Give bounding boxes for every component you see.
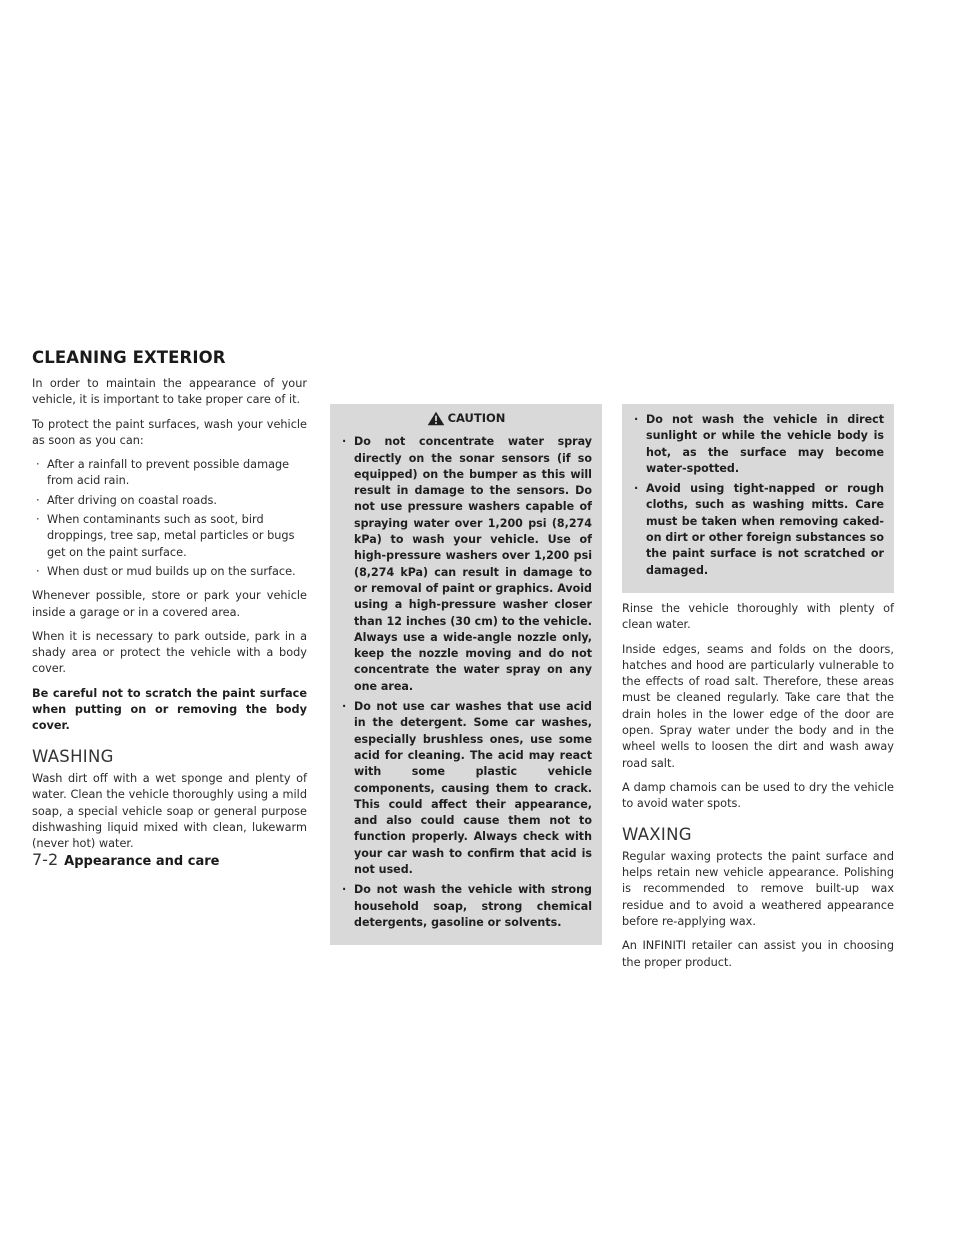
warning-icon — [427, 411, 445, 426]
waxing-paragraph: Regular waxing protects the paint surface and helps retain new vehicle appearance. Polishing is recommended to remove built-up wax residue and to avoid a weathered appearance before re-applying wax. — [622, 849, 894, 929]
list-item: · When contaminants such as soot, bird droppings, tree sap, metal particles or bugs get on the paint surface. — [32, 512, 307, 561]
caution-box — [330, 404, 602, 945]
caution-item: · Do not concentrate water spray directly on the sonar sensors (if so equipped) on the bumper as this will result in damage to the sensors. Do not use pressure washers capable of spraying water over 1,200 psi (8,274 kPa) to wash your vehicle. Use of high-pressure washers over 1,200 psi (8,274 kPa) can result in damage to or removal of paint or graphics. Avoid using a high-pressure washer closer than 12 inches (30 cm) to the vehicle. Always use a wide-angle nozzle only, keep the nozzle moving and do not concentrate the water spray on any one area. — [340, 434, 592, 695]
rinse-paragraph: Rinse the vehicle thoroughly with plenty of clean water. — [622, 601, 894, 632]
careful-paragraph: Be careful not to scratch the paint surface when putting on or removing the body cover. — [32, 686, 307, 733]
page-number: 7-2 — [32, 850, 59, 869]
column-middle — [330, 404, 602, 945]
caution-header — [340, 410, 592, 426]
section-title: CLEANING EXTERIOR — [32, 348, 226, 367]
chapter-title: Appearance and care — [64, 854, 220, 869]
list-item: · When dust or mud builds up on the surface. — [32, 564, 307, 580]
caution-list-continued — [632, 412, 884, 579]
wash-conditions-list — [32, 457, 307, 580]
washing-heading: WASHING — [32, 746, 114, 766]
intro-paragraph: In order to maintain the appearance of your vehicle, it is important to take proper care of it. — [32, 377, 307, 407]
retailer-paragraph: An INFINITI retailer can assist you in choosing the proper product. — [622, 939, 894, 969]
page-footer — [32, 850, 219, 869]
caution-item: · Avoid using tight-napped or rough cloths, such as washing mitts. Care must be taken when removing caked-on dirt or other foreign substances so the paint surface is not scratched or damaged. — [632, 481, 884, 579]
store-paragraph: Whenever possible, store or park your vehicle inside a garage or in a covered area. — [32, 589, 307, 619]
column-left — [32, 376, 307, 860]
list-item: · After a rainfall to prevent possible damage from acid rain. — [32, 457, 307, 490]
caution-box-continued — [622, 404, 894, 593]
caution-item: · Do not use car washes that use acid in the detergent. Some car washes, especially brushless ones, use some acid for cleaning. The acid may react with some plastic vehicle components, causing them to crack. This could affect their appearance, and also could cause them not to function properly. Always check with your car wash to confirm that acid is not used. — [340, 699, 592, 878]
inside-edges-paragraph: Inside edges, seams and folds on the doors, hatches and hood are particularly vulnerable to the effects of road salt. Therefore, these areas must be cleaned regularly. Take care that the drain holes in the lower edge of the door are open. Spray water under the body and in the wheel wells to loosen the dirt and wash away road salt. — [622, 642, 894, 770]
list-item: · After driving on coastal roads. — [32, 493, 307, 509]
chamois-paragraph: A damp chamois can be used to dry the vehicle to avoid water spots. — [622, 780, 894, 811]
caution-item: · Do not wash the vehicle in direct sunlight or while the vehicle body is hot, as the surface may become water-spotted. — [632, 412, 884, 477]
washing-paragraph: Wash dirt off with a wet sponge and plenty of water. Clean the vehicle thoroughly using a mild soap, a special vehicle soap or general purpose dishwashing liquid mixed with clean, lukewarm (never hot) water. — [32, 771, 307, 851]
protect-paragraph: To protect the paint surfaces, wash your vehicle as soon as you can: — [32, 417, 307, 447]
park-outside-paragraph: When it is necessary to park outside, park in a shady area or protect the vehicle with a body cover. — [32, 629, 307, 676]
caution-list — [340, 434, 592, 931]
caution-title: CAUTION — [447, 411, 506, 425]
caution-item: · Do not wash the vehicle with strong household soap, strong chemical detergents, gasoline or solvents. — [340, 882, 592, 931]
column-right — [622, 404, 894, 979]
waxing-heading: WAXING — [622, 824, 692, 844]
